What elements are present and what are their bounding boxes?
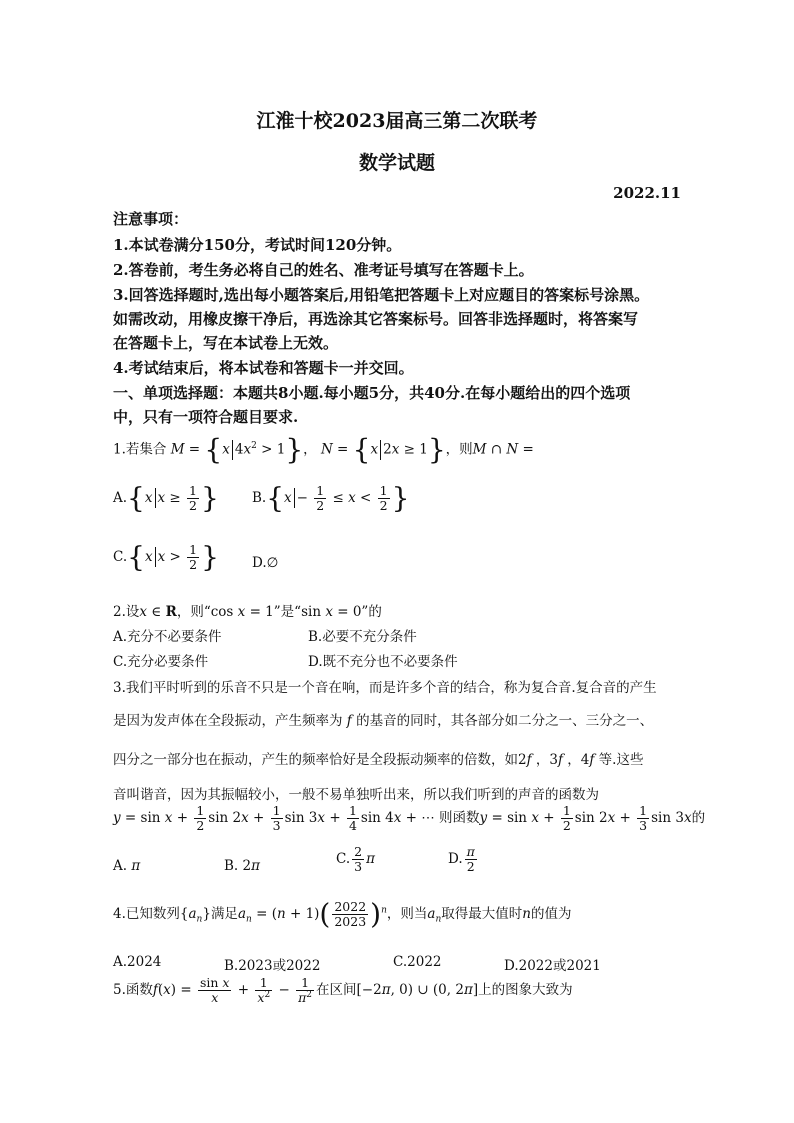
q4-option-a[interactable]: A.2024 — [113, 954, 162, 970]
note-2: 2.答卷前，考生务必将自己的姓名、准考证号填写在答题卡上。 — [113, 261, 534, 279]
section-1-line-2: 中，只有一项符合题目要求. — [113, 408, 299, 426]
note-4: 4.考试结束后，将本试卷和答题卡一并交回。 — [113, 359, 414, 377]
note-3-line-2: 如需改动，用橡皮擦干净后，再选涂其它答案标号。回答非选择题时，将答案写 — [113, 310, 639, 328]
section-1-line-1: 一、单项选择题：本题共8小题.每小题5分，共40分.在每小题给出的四个选项 — [113, 384, 631, 402]
q2-option-c[interactable]: C.充分必要条件 — [113, 654, 209, 670]
q4-option-b[interactable]: B.2023或2022 — [224, 958, 321, 974]
q2-option-b[interactable]: B.必要不充分条件 — [308, 629, 417, 645]
q3-line-3: 四分之一部分也在振动，产生的频率恰好是全段振动频率的倍数，如2f ，3f ，4f 等.这些 — [113, 752, 644, 768]
q4-option-d[interactable]: D.2022或2021 — [504, 958, 601, 974]
q3-option-c[interactable]: C. $\frac{2}{3}$ π — [336, 844, 375, 874]
q3-line-4: 音叫谐音，因为其振幅较小，一般不易单独听出来，所以我们听到的声音的函数为 — [113, 787, 599, 803]
q1-option-b[interactable]: B.{x − $\frac{1}{2}$ ≤ x < $\frac{1}{2}$ } — [252, 481, 410, 515]
note-1: 1.本试卷满分150分，考试时间120分钟。 — [113, 236, 402, 254]
q1-option-a[interactable]: A.{x x ≥ $\frac{1}{2}$ } — [113, 481, 219, 515]
q5-stem: 5.函数f(x) = $\frac{\text{sin x}}{x}$ + $\frac{1}{x^2}$ − $\frac{1}{\pi^2}$ 在区间[−2π, 0) ∪ (0, 2π]上的图象大致为 — [113, 975, 573, 1005]
q3-line-1: 3.我们平时听到的乐音不只是一个音在响，而是许多个音的结合，称为复合音.复合音的产生 — [113, 680, 657, 696]
q1-option-d[interactable]: D.∅ — [252, 555, 279, 571]
q3-line-2: 是因为发声体在全段振动，产生频率为 f 的基音的同时，其各部分如二分之一、三分之一、 — [113, 713, 654, 729]
q1-option-c[interactable]: C.{x x > $\frac{1}{2}$ } — [113, 540, 219, 574]
q3-option-a[interactable]: A. π — [113, 858, 141, 874]
q3-option-d[interactable]: D. $\frac{\pi}{2}$ — [448, 844, 475, 874]
q2-option-a[interactable]: A.充分不必要条件 — [113, 629, 222, 645]
q3-option-b[interactable]: B. 2π — [224, 858, 260, 874]
exam-subject: 数学试题 — [358, 152, 435, 174]
q3-line-5: y = sin x + $\frac{1}{2}$ sin 2x + $\frac{1}{3}$ sin 3x + $\frac{1}{4}$ sin 4x + ⋯ 则函数y = sin x + $\frac{1}{2}$ sin 2x + $\frac{1}{3}$ sin 3x的 — [113, 803, 706, 833]
q4-option-c[interactable]: C.2022 — [393, 954, 442, 970]
notes-heading: 注意事项： — [113, 210, 189, 228]
exam-title: 江淮十校2023届高三第二次联考 — [256, 110, 538, 132]
note-3-line-3: 在答题卡上，写在本试卷上无效。 — [113, 334, 339, 352]
q4-stem: 4.已知数列$\{a_n\}$满足$a_n = (n + 1)$( $\frac{2022}{2023}$ )$^n$，则当$a_n$取得最大值时n的值为 — [113, 897, 572, 931]
q2-stem: 2.设x ∈ R，则“cos x = 1”是“sin x = 0”的 — [113, 604, 382, 620]
q1-stem: 1.若集合 M = {x $4x^2 > 1$}， N = {x 2x ≥ 1}，则M ∩ N = — [113, 433, 534, 466]
exam-date: 2022.11 — [613, 184, 681, 202]
q2-option-d[interactable]: D.既不充分也不必要条件 — [308, 654, 458, 670]
note-3-line-1: 3.回答选择题时,选出每小题答案后,用铅笔把答题卡上对应题目的答案标号涂黑。 — [113, 286, 650, 304]
